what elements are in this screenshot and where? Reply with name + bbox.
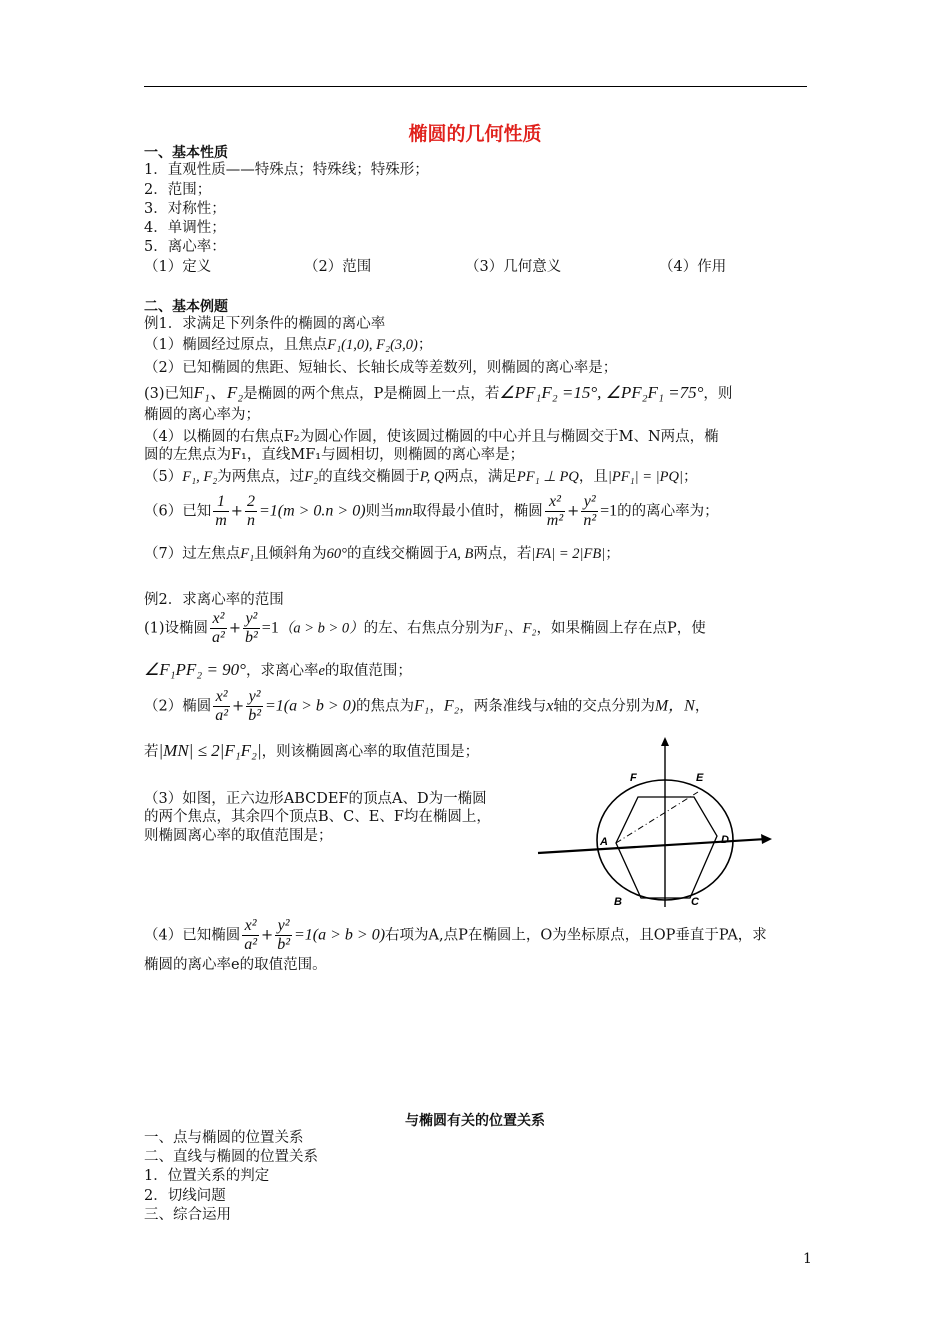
ex2-q1-cont: ∠F₁PF₂ = 90°，求离心率e的取值范围； <box>144 660 412 679</box>
section1-item: 1．直观性质——特殊点；特殊线；特殊形； <box>144 162 429 178</box>
ex1-p3: (3)已知F₁、F₂是椭圆的两个焦点，P是椭圆上一点，若∠PF₁F₂ =15°, ∠PF₂F₁ =75°，则 <box>144 383 733 402</box>
section3-item: 2．切线问题 <box>144 1188 226 1204</box>
ex1-p4-cont: 圆的左焦点为F₁，直线MF₁与圆相切，则椭圆的离心率是； <box>144 447 525 463</box>
ex2-title: 例2．求离心率的范围 <box>144 592 284 608</box>
ecc-part: （4）作用 <box>659 259 727 275</box>
section1-item: 2．范围； <box>144 182 212 198</box>
hexagon-ellipse-figure <box>530 735 780 915</box>
page-number: 1 <box>803 1251 812 1267</box>
ex2-q3-cont: 则椭圆离心率的取值范围是； <box>144 828 333 844</box>
label-B: B <box>614 896 622 908</box>
ecc-part: （1）定义 <box>144 259 212 275</box>
section3-item: 二、直线与椭圆的位置关系 <box>144 1149 318 1165</box>
section1-item: 4．单调性； <box>144 220 226 236</box>
page-title: 椭圆的几何性质 <box>408 123 542 145</box>
ecc-part: （3）几何意义 <box>465 259 562 275</box>
ex2-q2-cont: 若|MN| ≤ 2|F₁F₂|，则该椭圆离心率的取值范围是； <box>144 741 480 760</box>
section3-item: 三、综合运用 <box>144 1207 231 1223</box>
ex1-p3-cont: 椭圆的离心率为； <box>144 407 260 423</box>
ex1-p4: （4）以椭圆的右焦点F₂为圆心作圆，使该圆过椭圆的中心并且与椭圆交于M、N两点，椭 <box>144 429 719 445</box>
label-A: A <box>600 836 608 848</box>
ex2-q3: （3）如图，正六边形ABCDEF的顶点A、D为一椭圆 <box>144 791 487 807</box>
label-C: C <box>691 896 699 908</box>
section1-heading: 一、基本性质 <box>144 145 228 161</box>
ex1-title: 例1．求满足下列条件的椭圆的离心率 <box>144 316 386 332</box>
ex2-q3-cont: 的两个焦点，其余四个顶点B、C、E、F均在椭圆上， <box>144 809 491 825</box>
ecc-part: （2）范围 <box>304 259 372 275</box>
section3-title: 与椭圆有关的位置关系 <box>405 1113 545 1129</box>
header-rule <box>144 86 807 87</box>
y-axis-arrow <box>661 737 669 746</box>
ex1-p1: （1）椭圆经过原点，且焦点F₁(1,0), F₂(3,0)； <box>144 337 433 353</box>
label-E: E <box>696 772 704 784</box>
ex2-q4-cont: 椭圆的离心率e的取值范围。 <box>144 957 327 973</box>
ex2-q4: （4）已知椭圆 $\frac{\text{x²}}{\text{a²}}$ + $\frac{\text{y²}}{\text{b²}}$ =1(a > b > 0)右项为A,点P在椭圆上，O为坐标原点，且OP垂直于PA，求 <box>144 917 767 953</box>
ex1-p6: （6）已知 $\frac{1}{m}$ + $\frac{2}{n}$ =1(m > 0.n > 0)则当mn取得最小值时，椭圆 $\frac{\text{x²}}{\text{m²}}$ + $\frac{\text{y²}}{\text{n²}}$ =1的的离心率为； <box>144 493 719 529</box>
ex1-p2: （2）已知椭圆的焦距、短轴长、长轴长成等差数列，则椭圆的离心率是； <box>144 360 618 376</box>
section3-item: 一、点与椭圆的位置关系 <box>144 1130 304 1146</box>
label-F: F <box>630 772 637 784</box>
ex1-p7: （7）过左焦点F₁且倾斜角为60°的直线交椭圆于A, B两点，若|FA| = 2|FB|； <box>144 546 620 562</box>
section1-item: 3．对称性； <box>144 201 226 217</box>
ex1-p5: （5）F₁, F₂为两焦点，过F₂的直线交椭圆于P, Q两点，满足PF₁ ⊥ PQ，且|PF₁| = |PQ|； <box>144 469 698 485</box>
x-axis-arrow <box>761 834 772 844</box>
section2-heading: 二、基本例题 <box>144 299 228 315</box>
section1-item: 5．离心率： <box>144 239 226 255</box>
section3-item: 1．位置关系的判定 <box>144 1168 270 1184</box>
ex2-q1: (1)设椭圆 $\frac{\text{x²}}{\text{a²}}$ + $\frac{\text{y²}}{\text{b²}}$ =1（a > b > 0）的左、右焦点分别为F₁、F₂，如果椭圆上存在点P，使 <box>144 610 706 646</box>
label-D: D <box>721 834 729 846</box>
ex2-q2: （2）椭圆 $\frac{\text{x²}}{\text{a²}}$ + $\frac{\text{y²}}{\text{b²}}$ =1(a > b > 0)的焦点为F₁，F₂，两条准线与x轴的交点分别为M，N， <box>144 688 710 724</box>
